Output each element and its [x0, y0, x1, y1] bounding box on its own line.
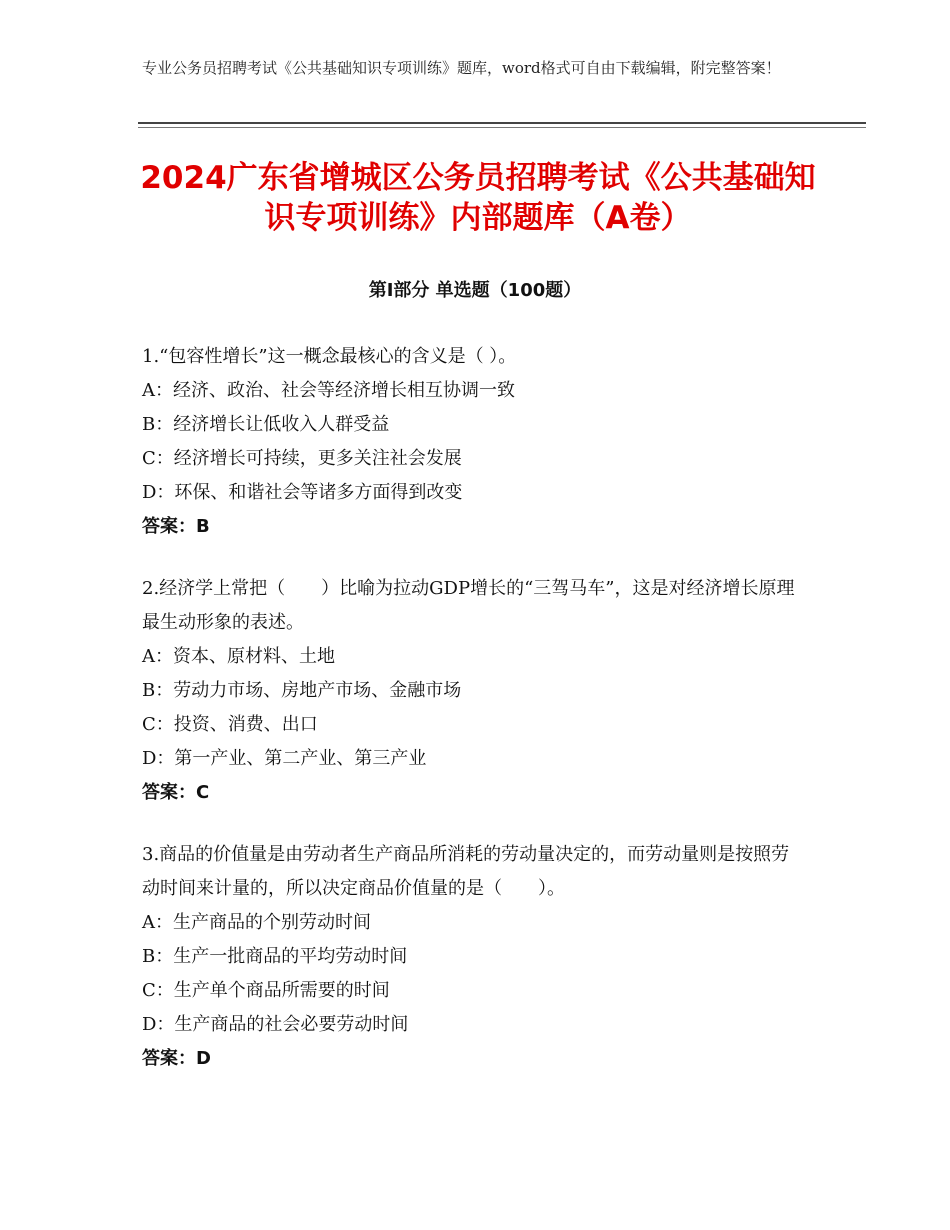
- question-stem: 1.“包容性增长”这一概念最核心的含义是（ ）。: [142, 346, 517, 367]
- question-1: [142, 340, 802, 544]
- header-divider-thick: [138, 122, 866, 124]
- option-c: C：生产单个商品所需要的时间: [142, 980, 390, 1001]
- option-d: D：第一产业、第二产业、第三产业: [142, 748, 427, 769]
- answer: 答案：C: [142, 782, 210, 803]
- question-list: [142, 340, 802, 1104]
- question-2: [142, 572, 802, 810]
- question-3: [142, 838, 802, 1076]
- option-c: C：经济增长可持续，更多关注社会发展: [142, 448, 462, 469]
- option-c: C：投资、消费、出口: [142, 714, 318, 735]
- option-b: B：劳动力市场、房地产市场、金融市场: [142, 680, 462, 701]
- option-a: A：生产商品的个别劳动时间: [142, 912, 371, 933]
- question-stem: 2.经济学上常把（ ）比喻为拉动GDP增长的“三驾马车”，这是对经济增长原理最生动形象的表述。: [142, 578, 795, 633]
- section-title: 第Ⅰ部分 单选题（100题）: [368, 280, 582, 301]
- option-b: B：经济增长让低收入人群受益: [142, 414, 390, 435]
- option-a: A：经济、政治、社会等经济增长相互协调一致: [142, 380, 515, 401]
- answer: 答案：D: [142, 1048, 211, 1069]
- document-title: 2024广东省增城区公务员招聘考试《公共基础知识专项训练》内部题库（A卷）: [140, 160, 816, 236]
- option-a: A：资本、原材料、土地: [142, 646, 335, 667]
- option-b: B：生产一批商品的平均劳动时间: [142, 946, 408, 967]
- question-stem: 3.商品的价值量是由劳动者生产商品所消耗的劳动量决定的，而劳动量则是按照劳动时间来计量的，所以决定商品价值量的是（ ）。: [142, 844, 790, 899]
- answer: 答案：B: [142, 516, 210, 537]
- option-d: D：生产商品的社会必要劳动时间: [142, 1014, 409, 1035]
- header-divider-thin: [138, 127, 866, 128]
- header-note: 专业公务员招聘考试《公共基础知识专项训练》题库，word格式可自由下载编辑，附完整答案！: [142, 59, 781, 77]
- option-d: D：环保、和谐社会等诸多方面得到改变: [142, 482, 463, 503]
